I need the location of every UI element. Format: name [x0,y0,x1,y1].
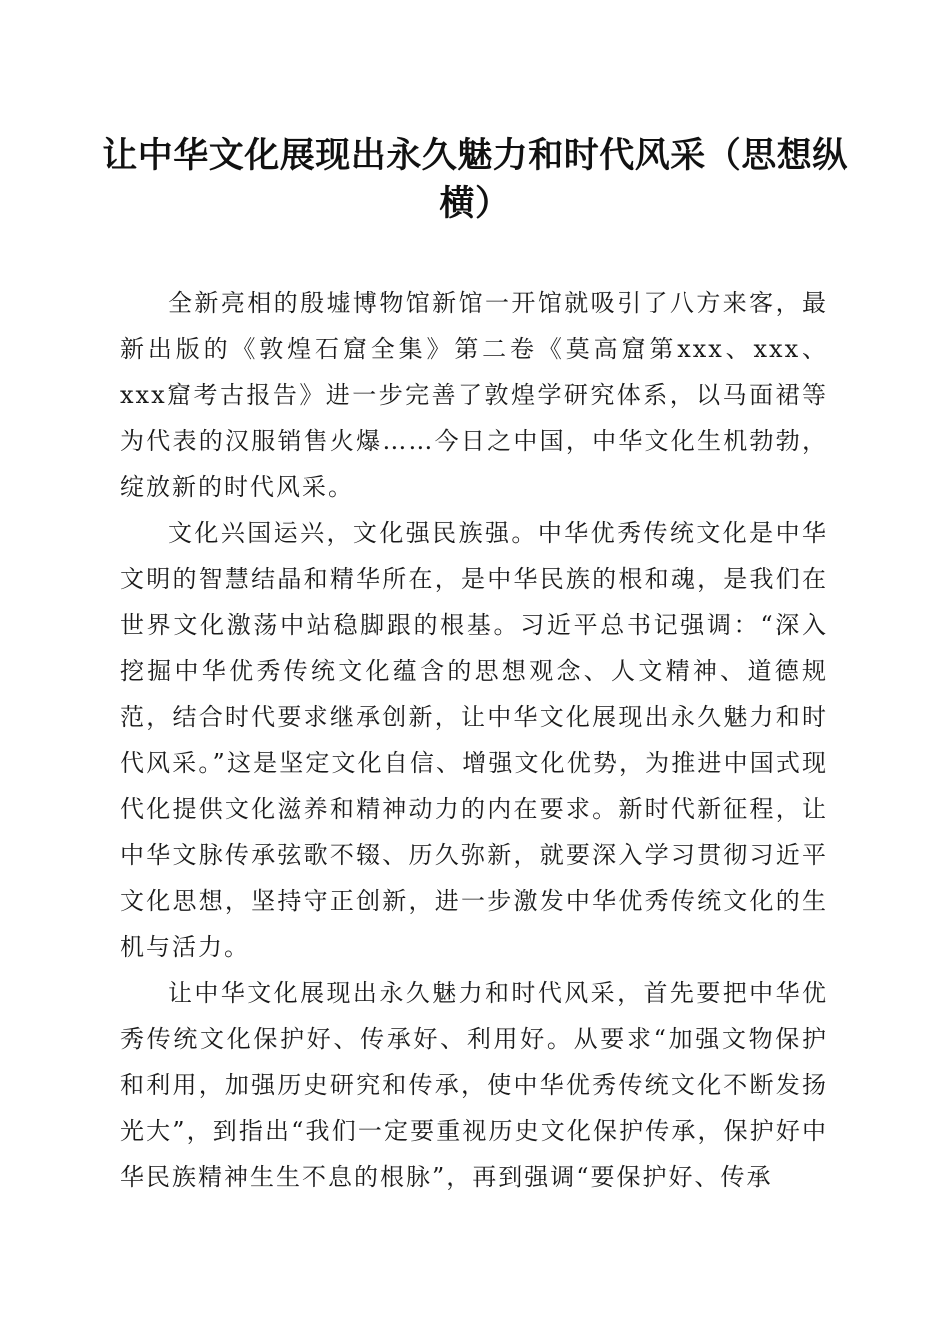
paragraph: 文化兴国运兴，文化强民族强。中华优秀传统文化是中华文明的智慧结晶和精华所在，是中华民族的根和魂，是我们在世界文化激荡中站稳脚跟的根基。习近平总书记强调：“深入挖掘中华优秀传统文化蕴含的思想观念、人文精神、道德规范，结合时代要求继承创新，让中华文化展现出永久魅力和时代风采。”这是坚定文化自信、增强文化优势，为推进中国式现代化提供文化滋养和精神动力的内在要求。新时代新征程，让中华文脉传承弦歌不辍、历久弥新，就要深入学习贯彻习近平文化思想，坚持守正创新，进一步激发中华优秀传统文化的生机与活力。 [120,519,828,961]
document-body [120,280,828,1200]
paragraph: 全新亮相的殷墟博物馆新馆一开馆就吸引了八方来客，最新出版的《敦煌石窟全集》第二卷《莫高窟第xxx、xxx、xxx窟考古报告》进一步完善了敦煌学研究体系，以马面裙等为代表的汉服销售火爆……今日之中国，中华文化生机勃勃，绽放新的时代风采。 [120,289,828,501]
document-title: 让中华文化展现出永久魅力和时代风采（思想纵横） [102,135,848,224]
paragraph: 让中华文化展现出永久魅力和时代风采，首先要把中华优秀传统文化保护好、传承好、利用好。从要求“加强文物保护和利用，加强历史研究和传承，使中华优秀传统文化不断发扬光大”，到指出“我们一定要重视历史文化保护传承，保护好中华民族精神生生不息的根脉”，再到强调“要保护好、传承 [120,979,828,1191]
